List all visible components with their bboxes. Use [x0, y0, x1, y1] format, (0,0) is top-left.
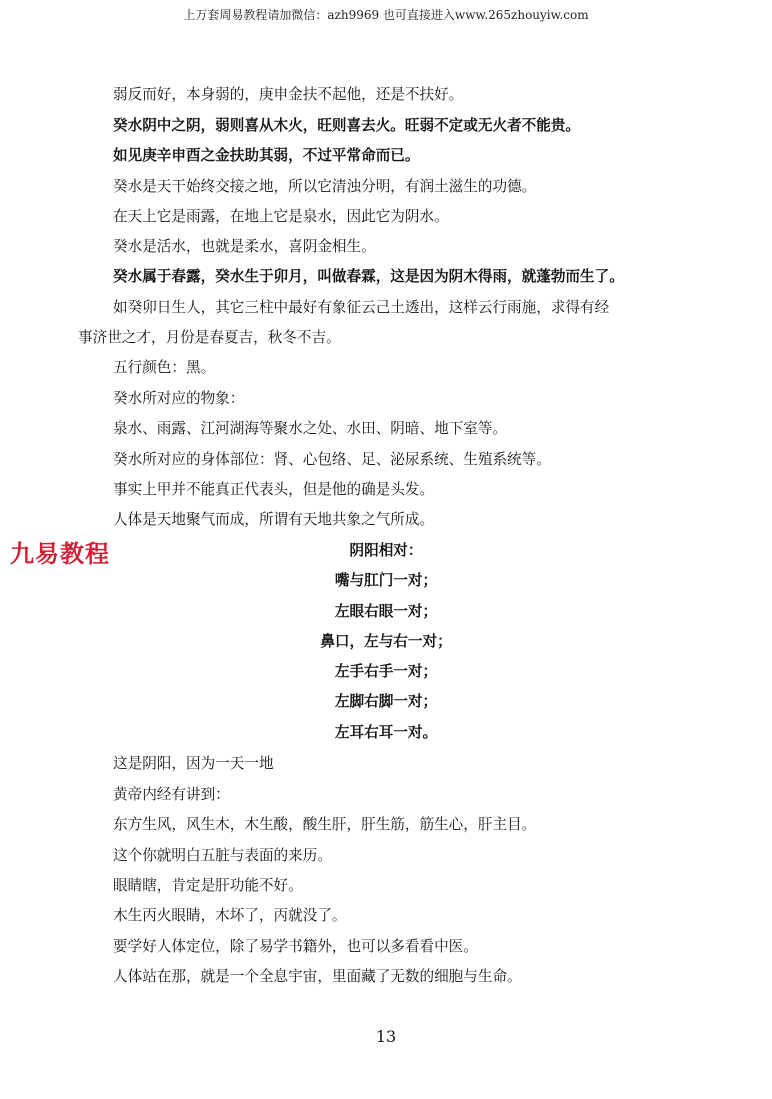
- yinyang-pair: 鼻口，左与右一对；: [320, 633, 452, 650]
- yinyang-pair: 左手右手一对；: [334, 663, 438, 680]
- paragraph-line: 癸水是活水，也就是柔水，喜阴金相生。: [113, 238, 376, 255]
- watermark-logo: 九易教程: [10, 540, 110, 568]
- paragraph-line: 这是阴阳，因为一天一地: [113, 755, 274, 772]
- paragraph-line: 黄帝内经有讲到：: [113, 786, 230, 803]
- paragraph-line: 在天上它是雨露，在地上它是泉水，因此它为阴水。: [113, 208, 449, 225]
- paragraph-line: 要学好人体定位，除了易学书籍外，也可以多看看中医。: [113, 938, 478, 955]
- page-header: 上万套周易教程请加微信：azh9969 也可直接进入www.265zhouyiw.com: [183, 8, 589, 22]
- paragraph-line: 木生丙火眼睛，木坏了，丙就没了。: [113, 907, 347, 924]
- paragraph-line: 东方生风，风生木，木生酸，酸生肝，肝生筋，筋生心，肝主目。: [113, 816, 537, 833]
- paragraph-line-bold: 癸水阴中之阴，弱则喜从木火，旺则喜去火。旺弱不定或无火者不能贵。: [113, 117, 581, 134]
- yinyang-pair: 嘴与肛门一对；: [334, 572, 438, 589]
- paragraph-line: 眼睛瞎，肯定是肝功能不好。: [113, 877, 303, 894]
- yinyang-pair: 左脚右脚一对；: [334, 693, 438, 710]
- paragraph-line: 癸水所对应的物象：: [113, 390, 245, 407]
- yinyang-title: 阴阳相对：: [349, 542, 423, 559]
- paragraph-line: 癸水所对应的身体部位：肾、心包络、足、泌尿系统、生殖系统等。: [113, 451, 551, 468]
- paragraph-line: 如癸卯日生人，其它三柱中最好有象征云己土透出，这样云行雨施，求得有经: [113, 299, 610, 316]
- page-number: 13: [375, 1027, 397, 1046]
- paragraph-line: 癸水是天干始终交接之地，所以它清浊分明，有润土滋生的功德。: [113, 178, 537, 195]
- paragraph-line: 人体是天地聚气而成，所谓有天地共象之气所成。: [113, 511, 435, 528]
- paragraph-line-continuation: 事济世之才，月份是春夏吉，秋冬不吉。: [78, 329, 341, 346]
- paragraph-line: 弱反而好，本身弱的，庚申金扶不起他，还是不扶好。: [113, 86, 464, 103]
- yinyang-pair: 左耳右耳一对。: [334, 724, 438, 741]
- paragraph-line: 人体站在那，就是一个全息宇宙，里面藏了无数的细胞与生命。: [113, 968, 522, 985]
- paragraph-line: 事实上甲并不能真正代表头，但是他的确是头发。: [113, 481, 435, 498]
- yinyang-pair: 左眼右眼一对；: [334, 603, 438, 620]
- paragraph-line-bold: 如见庚辛申酉之金扶助其弱，不过平常命而已。: [113, 147, 420, 164]
- paragraph-line: 泉水、雨露、江河湖海等聚水之处、水田、阴暗、地下室等。: [113, 420, 508, 437]
- paragraph-line: 五行颜色：黑。: [113, 359, 216, 376]
- paragraph-line-bold: 癸水属于春露，癸水生于卯月，叫做春霖，这是因为阴木得雨，就蓬勃而生了。: [113, 268, 624, 285]
- paragraph-line: 这个你就明白五脏与表面的来历。: [113, 847, 332, 864]
